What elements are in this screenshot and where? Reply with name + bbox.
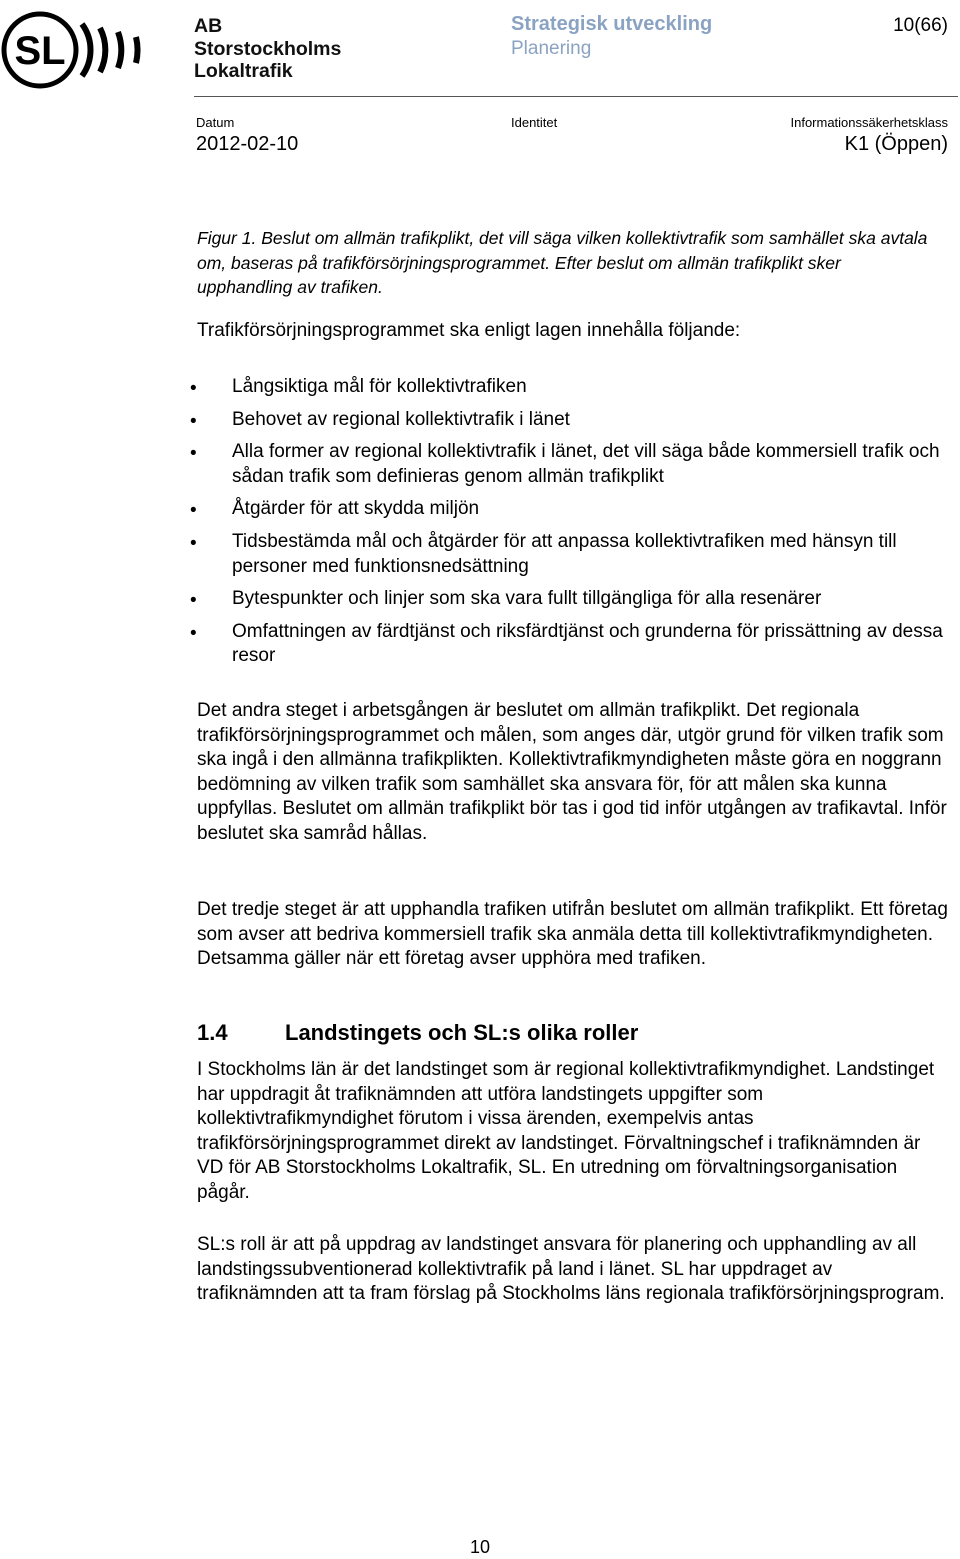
figure-caption: Figur 1. Beslut om allmän trafikplikt, det vill säga vilken kollektivtrafik som samhället ska avtala om, baseras på trafikförsörjningsprogrammet. Efter beslut om allmän trafikplikt sker upphandling av trafiken. [197, 228, 928, 297]
document-title: Strategisk utveckling [511, 13, 713, 35]
requirements-list [190, 375, 960, 677]
list-item-text: Åtgärder för att skydda miljön [232, 498, 480, 520]
list-item [190, 497, 960, 522]
section-paragraph-2: SL:s roll är att på uppdrag av landstinget ansvara för planering och upphandling av all landstingssubventionerad kollektivtrafik på land i länet. SL har uppdraget av trafiknämnden att ta fram förslag på Stockholms läns regionala trafikförsörjningsprogram. [197, 1234, 945, 1305]
bullet-icon: • [190, 378, 197, 399]
company-line-3: Lokaltrafik [194, 60, 293, 82]
company-name [194, 15, 341, 83]
date-label: Datum [196, 115, 235, 130]
list-item [190, 620, 960, 669]
section-number: 1.4 [197, 1020, 228, 1045]
company-line-2: Storstockholms [194, 37, 342, 60]
company-line-1: AB [194, 15, 223, 37]
list-item-text: Tidsbestämda mål och åtgärder för att anpassa kollektivtrafiken med hänsyn till personer med funktionsnedsättning [232, 530, 897, 577]
section-title: Landstingets och SL:s olika roller [285, 1020, 639, 1045]
bullet-icon: • [190, 532, 197, 554]
list-item-text: Behovet av regional kollektivtrafik i länet [232, 408, 570, 430]
list-item-text: Långsiktiga mål för kollektivtrafiken [232, 376, 527, 397]
date-value: 2012-02-10 [196, 133, 299, 155]
classification-label: Informationssäkerhetsklass [790, 115, 948, 130]
list-item [190, 440, 960, 489]
page-count: 10(66) [893, 15, 948, 36]
bullet-icon: • [190, 590, 197, 612]
bullet-icon: • [190, 500, 197, 522]
list-item-text: Omfattningen av färdtjänst och riksfärdtjänst och grunderna för prissättning av dessa resor [232, 620, 943, 667]
header-divider [194, 96, 958, 97]
list-item-text: Alla former av regional kollektivtrafik i länet, det vill säga både kommersiell trafik och sådan trafik som definieras genom allmän trafikplikt [232, 441, 940, 487]
list-item [190, 408, 960, 433]
document-subtitle: Planering [511, 38, 592, 59]
list-item-text: Bytespunkter och linjer som ska vara fullt tillgängliga för alla resenärer [232, 588, 822, 610]
bullet-icon: • [190, 622, 197, 644]
identity-label: Identitet [511, 115, 558, 130]
list-item [190, 530, 960, 579]
list-item [190, 587, 960, 612]
classification-value: K1 (Öppen) [844, 133, 948, 155]
intro-paragraph: Trafikförsörjningsprogrammet ska enligt lagen innehålla följande: [197, 320, 741, 341]
section-heading [197, 1020, 638, 1046]
list-item [190, 375, 960, 400]
footer-page-number: 10 [469, 1537, 491, 1557]
paragraph-second-step: Det andra steget i arbetsgången är beslutet om allmän trafikplikt. Det regionala trafikförsörjningsprogrammet och målen, som anges där, utgör grund för vilken trafik som ska ingå i den allmänna trafikplikten. Kollektivtrafikmyndigheten måste göra en noggrann bedömning av vilken trafik som samhället ska ansvara för, för att målen ska kunna uppfyllas. Beslutet om allmän trafikplikt bör tas i god tid inför utgången av trafikavtal. Inför beslutet ska samråd hållas. [197, 700, 947, 844]
paragraph-third-step: Det tredje steget är att upphandla trafiken utifrån beslutet om allmän trafikplikt. Ett företag som avser att bedriva kommersiell trafik ska anmäla detta till kollektivtrafikmyndigheten. Detsamma gäller när ett företag avser upphöra med trafiken. [197, 899, 948, 970]
sl-logo [0, 10, 190, 94]
bullet-icon: • [190, 410, 197, 432]
section-paragraph-1: I Stockholms län är det landstinget som är regional kollektivtrafikmyndighet. Landstinget har uppdragit åt trafiknämnden att utföra landstingets uppgifter som kollektivtrafikmyndighet förutom i vissa ärenden, exempelvis antas trafikförsörjningsprogrammet direkt av landstinget. Förvaltningschef i trafiknämnden är VD för AB Storstockholms Lokaltrafik, SL. En utredning om förvaltningsorganisation pågår. [197, 1059, 935, 1203]
logo-text: SL [14, 29, 66, 73]
bullet-icon: • [190, 443, 197, 465]
